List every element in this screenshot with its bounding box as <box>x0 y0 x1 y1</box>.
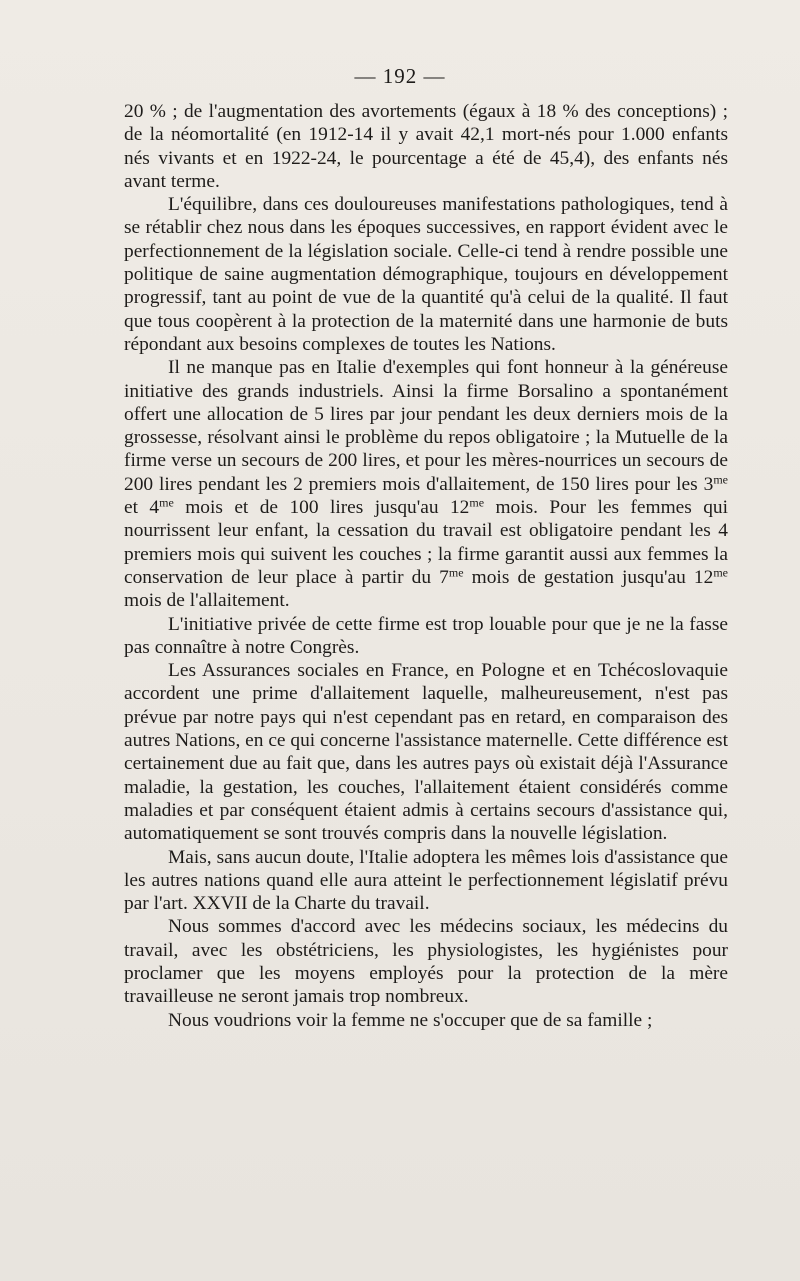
paragraph-text: Nous voudrions voir la femme ne s'occuper que de sa famille ; <box>168 1009 653 1031</box>
ordinal-superscript: me <box>448 565 464 580</box>
paragraph-text: 20 % ; de l'augmentation des avortements (égaux à 18 % des conceptions) ; de la néomortalité (en 1912-14 il y avait 42,1 mort-nés pour 1.000 enfants nés vivants et en 1922-24, le pourcentage a été de 45,4), des enfants nés avant terme. <box>124 101 728 192</box>
paragraph-text: L'équilibre, dans ces douloureuses manifestations pathologiques, tend à se rétablir chez nous dans les époques successives, en rapport évident avec le perfectionnement de la législation sociale. Celle-ci tend à rendre possible une politique de saine augmentation démographique, toujours en développement progressif, tant au point de vue de la quantité qu'à celui de la qualité. Il faut que tous coopèrent à la protection de la maternité dans une harmonie de buts répondant aux besoins complexes de toutes les Nations. <box>124 194 728 355</box>
paragraph-text: mois de gestation jusqu'au 12 <box>463 566 714 588</box>
paragraph-text: L'initiative privée de cette firme est trop louable pour que je ne la fasse pas connaître à notre Congrès. <box>124 613 728 658</box>
paragraph-7 <box>124 915 728 1008</box>
ordinal-superscript: me <box>713 472 728 487</box>
paragraph-2 <box>124 193 728 356</box>
body-text <box>124 100 728 1032</box>
paragraph-text: et 4 <box>124 497 160 519</box>
paragraph-text: Il ne manque pas en Italie d'exemples qui font honneur à la généreuse initiative des grands industriels. Ainsi la firme Borsalino a spontanément offert une allocation de 5 lires par jour pendant les deux derniers mois de la grossesse, résolvant ainsi le problème du repos obligatoire ; la Mutuelle de la firme verse un secours de 200 lires, et pour les mères-nourrices un secours de 200 lires pendant les 2 premiers mois d'allaitement, de 150 lires pour les 3 <box>124 357 728 495</box>
ordinal-superscript: me <box>159 495 174 510</box>
paragraph-text: mois et de 100 lires jusqu'au 12 <box>173 497 470 519</box>
paragraph-6 <box>124 846 728 916</box>
paragraph-3 <box>124 356 728 612</box>
paragraph-5 <box>124 659 728 845</box>
paragraph-4 <box>124 613 728 660</box>
paragraph-text: Mais, sans aucun doute, l'Italie adoptera les mêmes lois d'assistance que les autres nations quand elle aura atteint le perfectionnement législatif prévu par l'art. XXVII de la Charte du travail. <box>124 846 728 915</box>
paragraph-text: Les Assurances sociales en France, en Pologne et en Tchécoslovaquie accordent une prime d'allaitement laquelle, malheureusement, n'est pas prévue par notre pays qui n'est cependant pas en retard, en comparaison des autres Nations, en ce qui concerne l'assistance maternelle. Cette différence est certainement due au fait que, dans les autres pays où existait déjà l'Assurance maladie, la gestation, les couches, l'allaitement étaient considérés comme maladies et par conséquent étaient admis à certains secours d'assistance qui, automatiquement se sont trouvés compris dans la nouvelle législation. <box>124 660 728 845</box>
paragraph-1 <box>124 100 728 193</box>
paragraph-text: mois de l'allaitement. <box>124 590 290 612</box>
ordinal-superscript: me <box>469 495 485 510</box>
page-number: — 192 — <box>354 64 446 88</box>
paragraph-text: Nous sommes d'accord avec les médecins sociaux, les médecins du travail, avec les obstétriciens, les physiologistes, les hygiénistes pour proclamer que les moyens employés pour la protection de la mère travailleuse ne seront jamais trop nombreux. <box>124 916 728 1008</box>
ordinal-superscript: me <box>713 565 728 580</box>
paragraph-8 <box>124 1009 728 1032</box>
paragraph-text: mois. Pour les femmes qui nourrissent leur enfant, la cessation du travail est obligatoire pendant les 4 premiers mois qui suivent les couches ; la firme garantit aussi aux femmes la conservation de leur place à partir du 7 <box>124 497 728 588</box>
